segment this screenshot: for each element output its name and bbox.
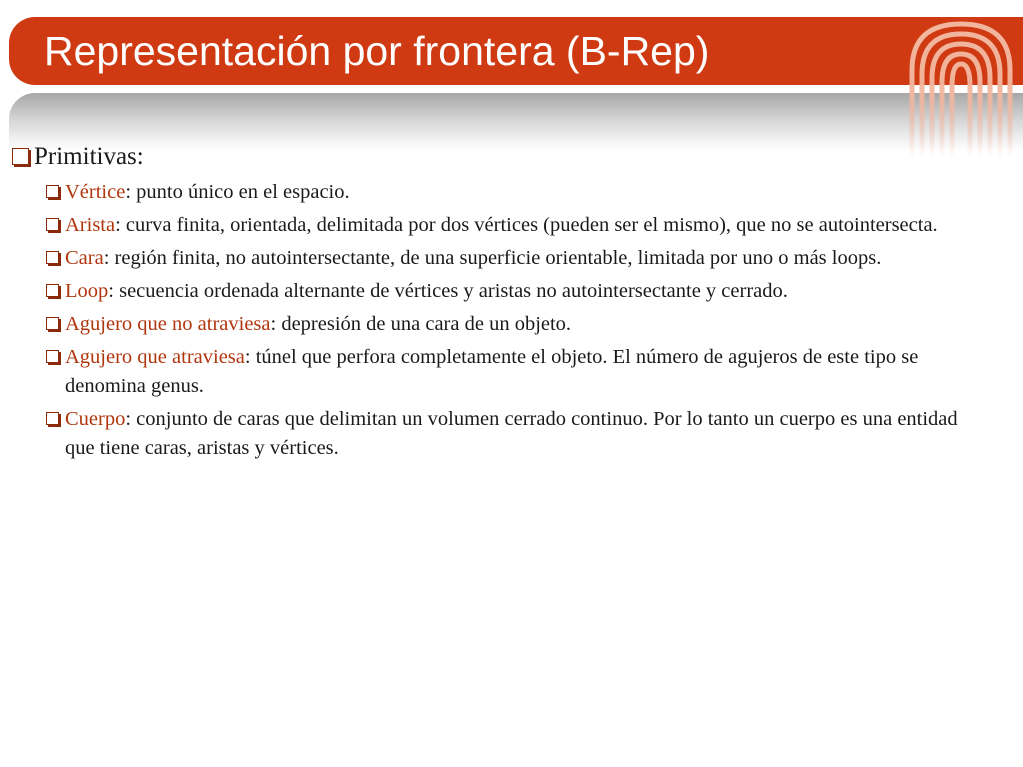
term-label: Arista xyxy=(65,214,116,236)
checkbox-bullet-icon xyxy=(12,148,29,165)
checkbox-bullet-icon xyxy=(46,317,59,330)
checkbox-bullet-icon xyxy=(46,218,59,231)
list-item-cara xyxy=(46,244,972,273)
list-item-vertice xyxy=(46,178,972,207)
slide-body xyxy=(12,140,972,467)
term-definition: : región finita, no autointersectante, de una superficie orientable, limitada por uno o más loops. xyxy=(103,247,882,269)
list-item-loop xyxy=(46,277,972,306)
heading-text: Primitivas: xyxy=(34,143,144,170)
term-definition: : curva finita, orientada, delimitada por dos vértices (pueden ser el mismo), que no se autointersecta. xyxy=(115,214,938,236)
term-label: Vértice xyxy=(65,181,126,203)
checkbox-bullet-icon xyxy=(46,350,59,363)
term-label: Loop xyxy=(65,280,109,302)
list-item-agujero-no-atraviesa xyxy=(46,310,972,339)
list-item-arista xyxy=(46,211,972,240)
term-label: Cuerpo xyxy=(65,408,126,430)
slide-title: Representación por frontera (B-Rep) xyxy=(44,28,710,74)
term-label: Agujero que atraviesa xyxy=(65,346,245,368)
checkbox-bullet-icon xyxy=(46,185,59,198)
checkbox-bullet-icon xyxy=(46,412,59,425)
university-arches-logo-icon xyxy=(904,18,1018,158)
checkbox-bullet-icon xyxy=(46,251,59,264)
term-definition: : secuencia ordenada alternante de vértices y aristas no autointersectante y cerrado. xyxy=(108,280,788,302)
checkbox-bullet-icon xyxy=(46,284,59,297)
heading-primitivas xyxy=(12,140,972,174)
term-definition: : túnel que perfora completamente el objeto. El número de agujeros de este tipo se denomina genus. xyxy=(65,346,919,397)
term-label: Agujero que no atraviesa xyxy=(65,313,271,335)
term-definition: : conjunto de caras que delimitan un volumen cerrado continuo. Por lo tanto un cuerpo es una entidad que tiene caras, aristas y vértices. xyxy=(65,408,958,459)
list-item-agujero-atraviesa xyxy=(46,343,972,401)
term-definition: : punto único en el espacio. xyxy=(125,181,350,203)
term-definition: : depresión de una cara de un objeto. xyxy=(270,313,572,335)
list-item-cuerpo xyxy=(46,405,972,463)
term-label: Cara xyxy=(65,247,104,269)
